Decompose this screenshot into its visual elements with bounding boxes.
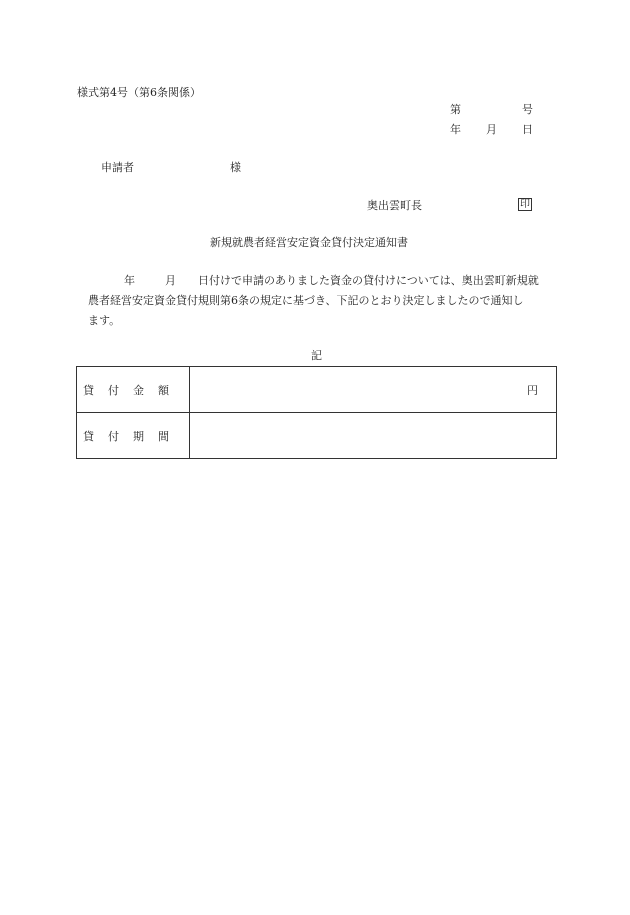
table-row xyxy=(77,367,557,413)
loan-period-label: 貸付期間 xyxy=(77,413,190,459)
document-title: 新規就農者経営安定資金貸付決定通知書 xyxy=(210,236,408,249)
date-month-label: 月 xyxy=(486,123,497,136)
ki-heading: 記 xyxy=(311,349,322,362)
notice-body xyxy=(77,271,557,331)
body-line-2: 農者経営安定資金貸付規則第6条の規定に基づき、下記のとおり決定しましたので通知し xyxy=(88,294,524,307)
body-line-1-text: 日付けで申請のありました資金の貸付けについては、奥出雲町新規就 xyxy=(198,274,539,287)
doc-number-prefix: 第 xyxy=(450,103,461,116)
table-row xyxy=(77,413,557,459)
loan-period-value xyxy=(190,413,557,459)
seal-mark: 印 xyxy=(520,198,530,210)
applicant-label: 申請者 xyxy=(101,161,134,174)
body-line-3: ます。 xyxy=(88,314,121,327)
date-day-label: 日 xyxy=(522,123,533,136)
loan-amount-label: 貸付金額 xyxy=(77,367,190,413)
loan-details-table xyxy=(76,366,557,459)
form-id: 様式第4号（第6条関係） xyxy=(77,86,201,99)
issuer-title: 奥出雲町長 xyxy=(367,199,422,212)
loan-amount-value: 円 xyxy=(190,367,557,413)
body-month: 月 xyxy=(165,274,176,287)
doc-number-suffix: 号 xyxy=(522,103,533,116)
body-year: 年 xyxy=(124,274,135,287)
applicant-honorific: 様 xyxy=(230,161,241,174)
date-year-label: 年 xyxy=(450,123,461,136)
body-line-1 xyxy=(77,271,557,291)
